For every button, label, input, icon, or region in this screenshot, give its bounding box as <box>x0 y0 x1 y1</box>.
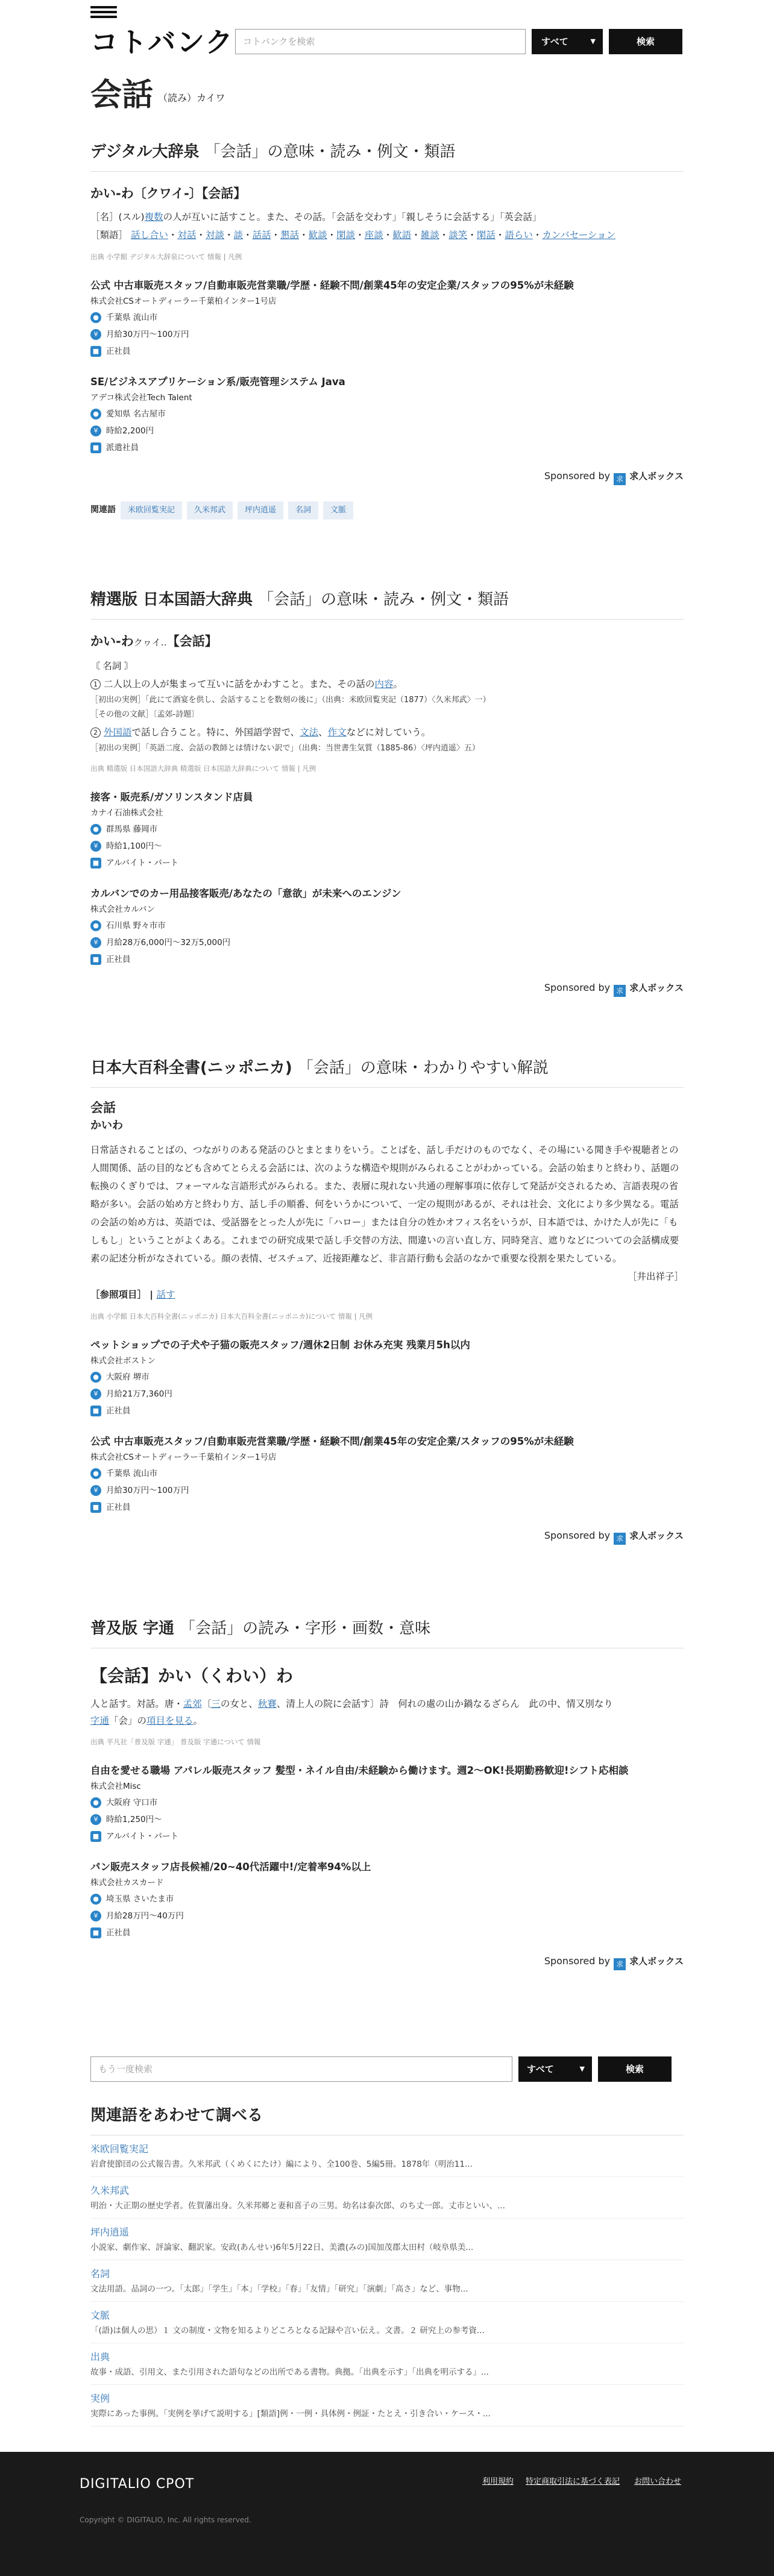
source-note: 出典 精選版 日本国語大辞典 精選版 日本国語大辞典について 情報 | 凡例 <box>90 764 316 773</box>
digitalio-logo: DIGITALIO <box>80 2477 151 2492</box>
job-company: 株式会社CSオートディーラー千葉柏インター1号店 <box>90 1453 277 1462</box>
section-jitsu <box>90 1616 684 1970</box>
section-heading <box>90 1056 684 1088</box>
search-scope-label: すべて <box>541 36 568 47</box>
search-input[interactable]: コトバンクを検索 <box>235 29 526 54</box>
reference-label: ［参照項目］ <box>90 1289 147 1300</box>
related-word-desc: 故事・成語、引用文、また引用された語句などの出所である書物。典拠。「出典を示す」「出典を明示する」... <box>90 2367 489 2377</box>
job-loc <box>90 1891 684 1908</box>
entry-body <box>90 208 684 226</box>
definition-link[interactable]: 複数 <box>144 212 163 222</box>
location-pin-icon: ● <box>90 1468 101 1479</box>
briefcase-icon: ■ <box>90 954 101 965</box>
location-pin-icon: ● <box>90 409 101 419</box>
job-pay <box>90 1386 684 1403</box>
number-2-icon: 2 <box>90 727 101 738</box>
ruigo-separator: ・ <box>355 230 365 240</box>
ruigo-link[interactable]: 歓談 <box>308 230 327 240</box>
view-item-link[interactable]: 項目を見る <box>146 1715 194 1726</box>
job-title[interactable]: ペットショップでの子犬や子猫の販売スタッフ/週休2日制 お休み充実 残業月5h以内 <box>90 1339 470 1351</box>
job-type-text: 正社員 <box>106 1406 131 1416</box>
job-type-text: 正社員 <box>106 955 131 964</box>
definition-text: 、清上人の院に会話す〕詩 何れの處の山か鍋なるざらん 此の中、情又別なり <box>276 1698 613 1709</box>
sponsored-label: Sponsored by <box>544 1955 611 1967</box>
ruigo-separator: ・ <box>411 230 421 240</box>
job-type <box>90 1499 684 1516</box>
yen-icon: ¥ <box>90 937 101 948</box>
job-card[interactable] <box>90 1859 684 1941</box>
yen-icon: ¥ <box>90 1389 101 1400</box>
section-subtitle: 「会話」の意味・読み・例文・類語 <box>204 143 456 161</box>
job-type-text: アルバイト・パート <box>106 1832 179 1841</box>
kyujinbox-icon: 求 <box>614 1533 626 1545</box>
job-loc <box>90 406 684 423</box>
ruigo-label: ［類語］ <box>90 230 128 240</box>
dictionary-name: デジタル大辞泉 <box>90 143 200 161</box>
related-word-link[interactable]: 米欧回覧実記 <box>90 2143 149 2155</box>
sponsor-brand[interactable]: 求人ボックス <box>629 471 684 482</box>
ruigo-separator: ・ <box>383 230 393 240</box>
job-card[interactable] <box>90 374 684 456</box>
job-pay-text: 月給30万円～100万円 <box>106 1486 189 1495</box>
job-loc-text: 大阪府 守口市 <box>106 1798 158 1808</box>
job-type <box>90 855 684 872</box>
job-card[interactable] <box>90 790 684 872</box>
section-nipponica <box>90 1056 684 1545</box>
example-1b: ［その他の文献］〔孟郊-詩題〕 <box>90 710 200 719</box>
lower-search-input[interactable]: もう一度検索 <box>90 2056 512 2082</box>
location-pin-icon: ● <box>90 920 101 931</box>
definition-link[interactable]: 文法 <box>300 727 319 738</box>
dictionary-name: 日本大百科全書(ニッポニカ) <box>90 1059 292 1077</box>
ruigo-separator: ・ <box>299 230 309 240</box>
search-button[interactable]: 検索 <box>609 29 682 54</box>
related-tag[interactable]: 坪内逍遥 <box>238 501 283 520</box>
definition-link[interactable]: 外国語 <box>103 727 132 738</box>
related-tag[interactable]: 名詞 <box>288 501 318 520</box>
related-word-link[interactable]: 出典 <box>90 2351 110 2363</box>
definition-link[interactable]: 内容 <box>374 679 394 690</box>
briefcase-icon: ■ <box>90 442 101 453</box>
ruigo-separator: ・ <box>467 230 477 240</box>
yen-icon: ¥ <box>90 1485 101 1496</box>
related-word-item[interactable] <box>90 2219 684 2260</box>
ruigo-link[interactable]: 座談 <box>364 230 383 240</box>
job-loc <box>90 309 684 326</box>
yen-icon: ¥ <box>90 426 101 436</box>
job-pay-text: 時給1,100円～ <box>106 841 162 851</box>
related-words-heading: 関連語をあわせて調べる <box>90 2103 684 2135</box>
ruigo-separator: ・ <box>439 230 449 240</box>
job-loc-text: 群馬県 藤岡市 <box>106 825 158 834</box>
entry-reading: かいわ <box>90 1119 123 1132</box>
definition-text: 。 <box>193 1715 203 1726</box>
ruigo-link[interactable]: 対談 <box>206 230 225 240</box>
job-type-text: 正社員 <box>106 347 131 356</box>
ruigo-separator: ・ <box>327 230 337 240</box>
job-pay <box>90 1811 684 1828</box>
lower-scope-select[interactable] <box>518 2056 592 2082</box>
cpot-logo: CPOT <box>156 2477 195 2492</box>
example-2: ［初出の実例］「英語二度、会話の教師とは情けない訳で」（出典：当世書生気質（1885‐86）〈坪内逍遥〉五） <box>90 744 480 753</box>
job-loc <box>90 1465 684 1482</box>
job-card[interactable] <box>90 886 684 968</box>
chevron-down-icon: ▼ <box>579 2065 585 2073</box>
yen-icon: ¥ <box>90 841 101 852</box>
job-type-text: 派遣社員 <box>106 443 139 453</box>
related-word-link[interactable]: 名詞 <box>90 2267 110 2279</box>
kyujinbox-icon: 求 <box>614 473 626 485</box>
related-tags <box>90 501 684 520</box>
section-heading <box>90 588 684 620</box>
related-word-link[interactable]: 文脈 <box>90 2309 110 2321</box>
job-loc-text: 石川県 野々市市 <box>106 921 166 931</box>
source-note: 出典 小学館 デジタル大辞泉について 情報 | 凡例 <box>90 253 242 261</box>
ruigo-separator: ・ <box>495 230 505 240</box>
page-reading: （読み）カイワ <box>158 92 225 104</box>
job-pay <box>90 423 684 439</box>
definition-text: 「会」の <box>109 1715 147 1726</box>
job-title[interactable]: SE/ビジネスアプリケーション系/販売管理システム Java <box>90 376 345 388</box>
job-type <box>90 343 684 360</box>
job-title[interactable]: カルバンでのカー用品接客販売/あなたの「意欲」が未来へのエンジン <box>90 888 401 899</box>
sponsor-brand[interactable]: 求人ボックス <box>629 982 684 993</box>
search-scope-select[interactable] <box>532 29 603 54</box>
related-word-desc: 文法用語。品詞の一つ。「太郎」「学生」「本」「学校」「春」「友情」「研究」「演劇」「高さ」など、事物... <box>90 2284 468 2294</box>
job-pay <box>90 326 684 343</box>
job-type-text: アルバイト・パート <box>106 858 179 868</box>
job-loc <box>90 1369 684 1386</box>
section-daijisen <box>90 140 684 520</box>
job-company: 株式会社CSオートディーラー千葉柏インター1号店 <box>90 297 277 306</box>
ruigo-link[interactable]: 語らい <box>505 230 533 240</box>
ruigo-separator: ・ <box>243 230 253 240</box>
job-loc-text: 千葉県 流山市 <box>106 1469 158 1478</box>
sponsored-by <box>90 1527 684 1545</box>
section-nikkoku <box>90 588 684 997</box>
sponsored-by <box>90 1952 684 1970</box>
related-word-desc: 「(語)は個人の思）１ 文の制度・文物を知るよりどころとなる記録や言い伝え。文書。２ 研究上の参考資... <box>90 2325 485 2336</box>
job-type <box>90 1924 684 1941</box>
jitsu-link[interactable]: 字通 <box>90 1715 110 1726</box>
definition-link[interactable]: 三 <box>211 1698 221 1709</box>
briefcase-icon: ■ <box>90 1927 101 1938</box>
section-heading <box>90 1616 684 1648</box>
job-pay <box>90 838 684 855</box>
scope-label: すべて <box>527 2064 554 2075</box>
location-pin-icon: ● <box>90 1797 101 1808</box>
entry-kanji: 【会話】 <box>166 634 218 649</box>
ruigo-link[interactable]: 雑談 <box>420 230 439 240</box>
section-subtitle: 「会話」の意味・わかりやすい解説 <box>297 1059 549 1077</box>
section-heading <box>90 140 684 172</box>
entry-word: かい‐わ <box>90 634 134 649</box>
definition-text: 、 <box>318 727 328 738</box>
sponsor-brand[interactable]: 求人ボックス <box>629 1956 684 1967</box>
copyright: Copyright © DIGITALIO, Inc. All rights reserved. <box>80 2516 251 2524</box>
ruigo-link[interactable]: カンバセーション <box>542 230 616 240</box>
footer-logo <box>80 2474 194 2495</box>
source-note: 出典 平凡社「普及版 字通」 普及版 字通について 情報 <box>90 1738 261 1746</box>
kyujinbox-icon: 求 <box>614 1958 626 1970</box>
ruigo-link[interactable]: 閑話 <box>476 230 496 240</box>
ruigo-link[interactable]: 談 <box>233 230 244 240</box>
page-title: 会話 <box>90 77 154 113</box>
sponsored-by <box>90 467 684 485</box>
yen-icon: ¥ <box>90 329 101 340</box>
location-pin-icon: ● <box>90 1372 101 1383</box>
briefcase-icon: ■ <box>90 858 101 869</box>
job-title[interactable]: パン販売スタッフ店長候補/20~40代活躍中!/定着率94%以上 <box>90 1861 371 1873</box>
related-word-item[interactable] <box>90 2260 684 2302</box>
related-tag[interactable]: 久米邦武 <box>187 501 233 520</box>
sponsored-label: Sponsored by <box>544 470 611 482</box>
ruigo-separator: ・ <box>271 230 281 240</box>
ruigo-link[interactable]: 閑談 <box>336 230 356 240</box>
job-loc-text: 埼玉県 さいたま市 <box>106 1894 174 1904</box>
job-card[interactable] <box>90 1434 684 1516</box>
job-pay-text: 月給28万円～40万円 <box>106 1911 184 1921</box>
job-card[interactable] <box>90 1763 684 1845</box>
footer-link-terms[interactable]: 利用規約 <box>482 2477 514 2486</box>
hamburger-menu-icon[interactable] <box>90 4 117 23</box>
related-word-desc: 岩倉使節団の公式報告書。久米邦武（くめくにたけ）編により、全100巻、5編5冊。1878年（明治11... <box>90 2159 473 2169</box>
job-pay <box>90 1908 684 1924</box>
job-loc <box>90 917 684 934</box>
job-company: 株式会社ボストン <box>90 1356 156 1366</box>
chevron-down-icon: ▼ <box>590 37 596 45</box>
related-word-item[interactable] <box>90 2385 684 2427</box>
source-note: 出典 小学館 日本大百科全書(ニッポニカ) 日本大百科全書(ニッポニカ)について 情報 | 凡例 <box>90 1312 373 1321</box>
article-body: 日常話されることばの、つながりのある発話のひとまとまりをいう。ことばを、話し手だけのものでなく、その場にいる聞き手や視聴者との人間関係、話の目的なども含めてとらえる会話には、次のような構造や規則がみられることがわかっている。会話の始まりと終わり、話題の転換のくぎりでは、フォーマルな言語形式がみられる。また、表層に現れない共通の理解事項に依存して発話が交されるため、言語表現の省略が多い。会話の始め方と終わり方、話し手の順番、何をいうかについて、一定の規則があるが、それは社会、文化により多少異なる。電話の会話の始め方は、英語では、受話器をとった人が先に「ハロー」または自分の姓かオフィス名をいうが、日本語では、かけた人が先に「もしもし」ということがよくある。これまでの研究成果で話し手交替の方法、間違いの言い直し方、同時発言、遮りなどについての会話構成要素の記述分析がなされている。顔の表情、ゼスチュア、近接距離など、非言語行動も会話のなかで重要な役割を果たしている。 <box>90 1145 679 1264</box>
job-company: 株式会社Misc <box>90 1782 141 1791</box>
definition-link[interactable]: 孟郊 <box>183 1698 202 1709</box>
related-label: 関連語 <box>90 505 116 515</box>
related-tag[interactable]: 文脈 <box>323 501 353 520</box>
definition-text: の女と、 <box>220 1698 258 1709</box>
definition-text: の人が互いに話すこと。また、その話。「会話を交わす」「親しそうに会話する」「英会話」 <box>163 212 542 222</box>
definition-text: 人と話す。対話。唐・ <box>90 1698 183 1709</box>
job-pay-text: 時給2,200円 <box>106 426 154 436</box>
entry-headword: 【会話】かい（くわい）わ <box>90 1666 294 1686</box>
definition-text: ［名］(スル) <box>90 212 145 222</box>
related-word-desc: 実際にあった事例。「実例を挙げて説明する」[類語]例・一例・具体例・例証・たとえ・引き合い・ケース・... <box>90 2408 491 2419</box>
briefcase-icon: ■ <box>90 346 101 357</box>
section-subtitle: 「会話」の読み・字形・画数・意味 <box>180 1619 431 1638</box>
definition-link[interactable]: 作文 <box>327 727 347 738</box>
job-pay <box>90 934 684 951</box>
number-1-icon: 1 <box>90 679 101 690</box>
job-loc-text: 千葉県 流山市 <box>106 313 158 322</box>
definition-1: 1 二人以上の人が集まって互いに話をかわすこと。また、その話の内容。 <box>90 675 684 693</box>
job-loc-text: 大阪府 堺市 <box>106 1372 149 1382</box>
related-word-item[interactable] <box>90 2177 684 2219</box>
yen-icon: ¥ <box>90 1911 101 1921</box>
entry-headword: かい‐わ〔クワイ‐〕【会話】 <box>90 186 247 201</box>
related-word-desc: 明治・大正期の歴史学者。佐賀藩出身。久米邦郷と妻和喜子の三男。幼名は泰次郎、のち丈一郎。丈市といい、... <box>90 2201 505 2211</box>
location-pin-icon: ● <box>90 312 101 323</box>
job-loc <box>90 1794 684 1811</box>
entry-headword: 会話 <box>90 1101 116 1115</box>
job-type-text: 正社員 <box>106 1503 131 1512</box>
definition-text: 二人以上の人が集まって互いに話をかわすこと。また、その話の <box>103 679 375 690</box>
example-1: ［初出の実例］「此にて酒宴を供し、会話することを数刻の後に」（出典：米欧回覧実記（1877）〈久米邦武〉一） <box>90 696 491 705</box>
lower-search-bar <box>90 2056 684 2082</box>
related-tag[interactable]: 米欧回覧実記 <box>121 501 182 520</box>
ruigo-link[interactable]: 対話 <box>177 230 197 240</box>
ruigo-link[interactable]: 話話 <box>252 230 271 240</box>
dictionary-name: 精選版 日本国語大辞典 <box>90 591 253 609</box>
site-logo[interactable]: コトバンク <box>90 26 234 58</box>
job-company: 株式会社カスカード <box>90 1878 164 1888</box>
definition-link[interactable]: 秋賽 <box>257 1698 277 1709</box>
entry-headword <box>90 630 684 653</box>
job-type-text: 正社員 <box>106 1928 131 1938</box>
related-words-list <box>90 2103 684 2427</box>
entry-body <box>90 1695 684 1712</box>
footer-link-law[interactable]: 特定商取引法に基づく表記 <box>526 2477 620 2486</box>
related-word-link[interactable]: 久米邦武 <box>90 2184 130 2196</box>
job-pay-text: 時給1,250円～ <box>106 1815 162 1824</box>
job-company: アデコ株式会社Tech Talent <box>90 393 192 403</box>
job-card[interactable] <box>90 1337 684 1419</box>
reference-items: ［参照項目］ | 話す <box>90 1289 175 1300</box>
job-loc <box>90 821 684 838</box>
reference-link[interactable]: 話す <box>156 1289 175 1300</box>
job-pay <box>90 1482 684 1499</box>
job-title[interactable]: 自由を愛せる職場 アパレル販売スタッフ 髪型・ネイル自由/未経験から働けます。週2～OK!長期勤務歓迎!シフト応相談 <box>90 1765 629 1776</box>
job-title[interactable]: 公式 中古車販売スタッフ/自動車販売営業職/学歴・経験不問/創業45年の安定企業/スタッフの95%が未経験 <box>90 1436 574 1447</box>
related-word-link[interactable]: 実例 <box>90 2392 110 2404</box>
job-title[interactable]: 接客・販売系/ガソリンスタンド店員 <box>90 791 253 803</box>
ruigo-separator: ・ <box>532 230 543 240</box>
ruigo-list <box>90 226 684 244</box>
ruigo-separator: ・ <box>224 230 234 240</box>
sponsored-label: Sponsored by <box>544 982 611 993</box>
ruigo-separator: ・ <box>168 230 178 240</box>
yen-icon: ¥ <box>90 1814 101 1825</box>
job-type <box>90 951 684 968</box>
entry-kana: クヮイ‥ <box>133 637 167 648</box>
job-company: 株式会社カルバン <box>90 905 156 914</box>
job-company: カナイ石油株式会社 <box>90 808 163 818</box>
related-word-item[interactable] <box>90 2343 684 2385</box>
related-word-item[interactable] <box>90 2135 684 2177</box>
related-word-item[interactable] <box>90 2302 684 2343</box>
lower-search-button[interactable]: 検索 <box>598 2056 672 2082</box>
site-header <box>0 0 774 77</box>
ruigo-separator: ・ <box>196 230 206 240</box>
related-word-link[interactable]: 坪内逍遥 <box>90 2226 130 2238</box>
job-pay-text: 月給30万円～100万円 <box>106 330 189 339</box>
briefcase-icon: ■ <box>90 1502 101 1513</box>
job-loc-text: 愛知県 名古屋市 <box>106 409 166 419</box>
kyujinbox-icon: 求 <box>614 985 626 997</box>
job-pay-text: 月給28万6,000円～32万5,000円 <box>106 938 231 947</box>
ruigo-link[interactable]: 懇話 <box>280 230 300 240</box>
briefcase-icon: ■ <box>90 1831 101 1842</box>
site-footer <box>0 2452 774 2576</box>
related-word-desc: 小説家、劇作家、評論家、翻訳家。安政(あんせい)6年5月22日、美濃(みの)国加茂郡太田村（岐阜県美... <box>90 2242 474 2252</box>
dictionary-name: 普及版 字通 <box>90 1619 175 1638</box>
section-subtitle: 「会話」の意味・読み・例文・類語 <box>258 591 509 609</box>
sponsored-label: Sponsored by <box>544 1530 611 1541</box>
location-pin-icon: ● <box>90 824 101 835</box>
job-type <box>90 1403 684 1419</box>
ruigo-link[interactable]: 話し合い <box>130 230 168 240</box>
briefcase-icon: ■ <box>90 1406 101 1416</box>
definition-text: で話し合うこと。特に、外国語学習で、 <box>131 727 300 738</box>
job-type <box>90 439 684 456</box>
ruigo-link[interactable]: 談笑 <box>448 230 468 240</box>
job-card[interactable] <box>90 278 684 360</box>
definition-text: などに対していう。 <box>346 727 431 738</box>
footer-link-contact[interactable]: お問い合わせ <box>634 2477 682 2486</box>
definition-2 <box>90 723 684 741</box>
definition-text: 〔 <box>201 1698 212 1709</box>
article-author: ［井出祥子］ <box>627 1271 684 1282</box>
job-type <box>90 1828 684 1845</box>
ruigo-link[interactable]: 歓語 <box>392 230 412 240</box>
jitsu-link-row <box>90 1712 684 1729</box>
sponsored-by <box>90 979 684 997</box>
location-pin-icon: ● <box>90 1894 101 1905</box>
job-title[interactable]: 公式 中古車販売スタッフ/自動車販売営業職/学歴・経験不問/創業45年の安定企業/スタッフの95%が未経験 <box>90 280 574 291</box>
entry-pos: 〘 名詞 〙 <box>90 661 134 671</box>
sponsor-brand[interactable]: 求人ボックス <box>629 1530 684 1541</box>
job-pay-text: 月給21万7,360円 <box>106 1389 172 1399</box>
page-title-area <box>0 77 774 128</box>
